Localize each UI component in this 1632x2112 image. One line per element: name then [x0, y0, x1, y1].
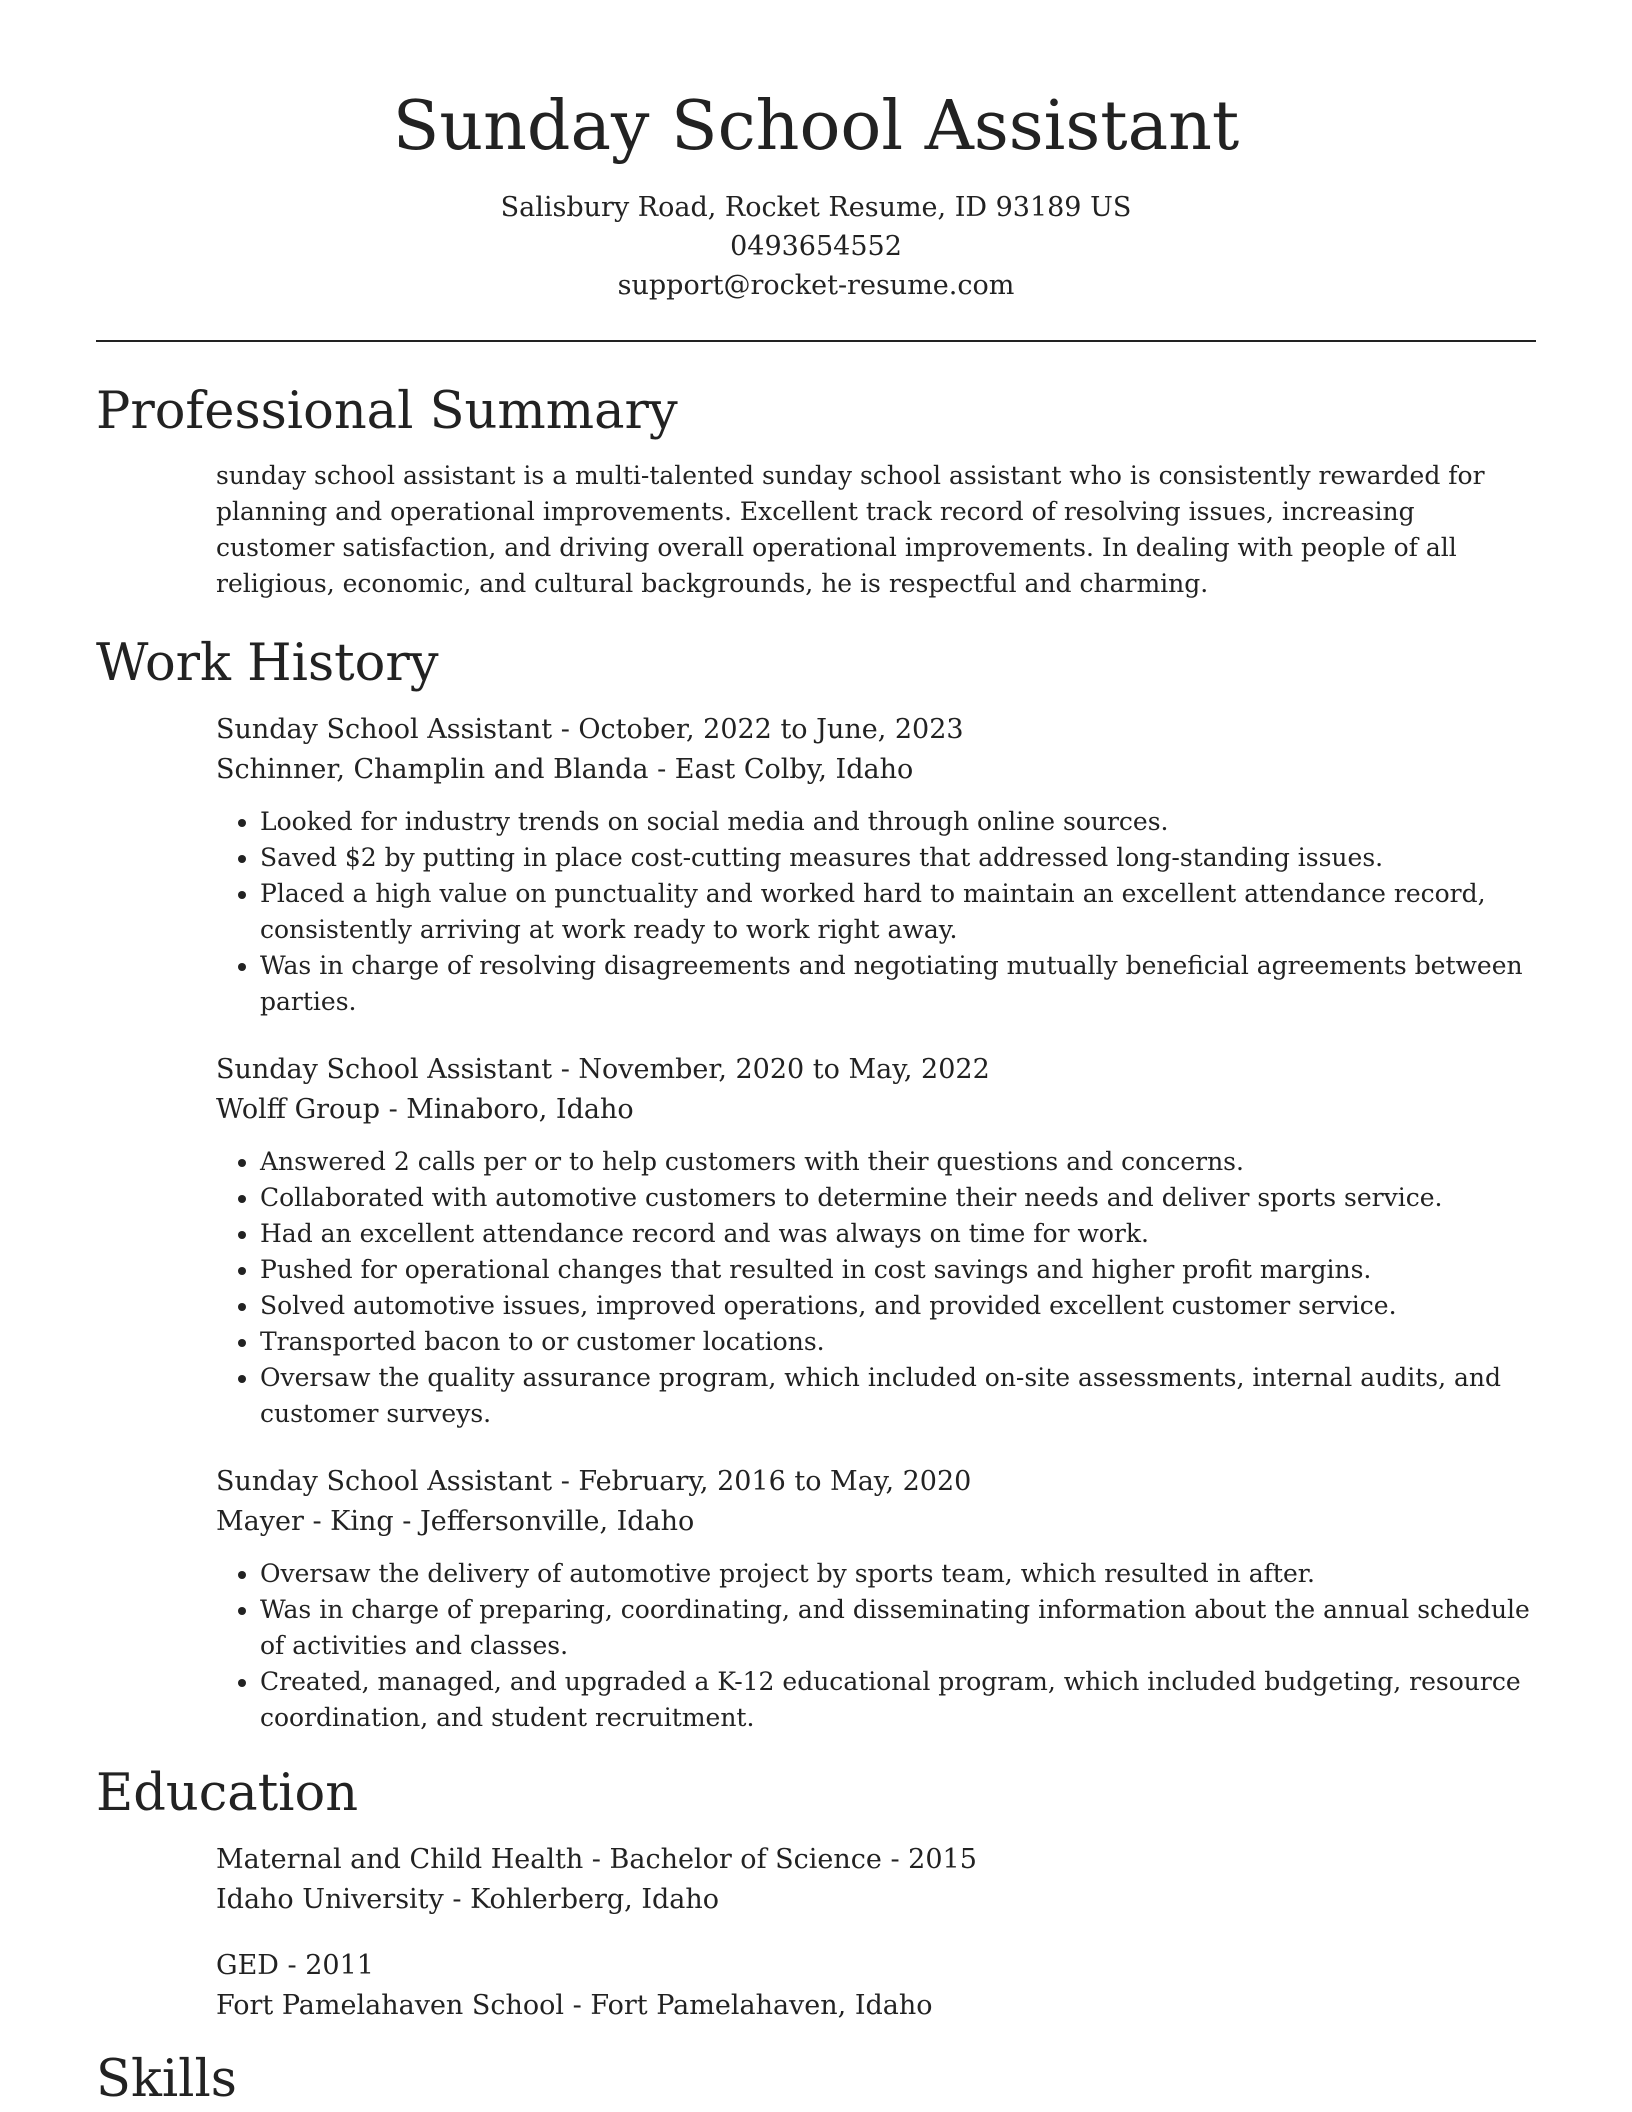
job-title-line: [216, 710, 1536, 750]
education-degree: GED: [216, 1950, 279, 1981]
skills-section: [96, 2048, 1536, 2112]
summary-text: sunday school assistant is a multi-talented sunday school assistant who is consistently rewarded for planning and operational improvements. Excellent track record of resolving issues, increasing customer satisfaction, and driving overall operational improvements. In dealing with people of all religious, economic, and cultural backgrounds, he is respectful and charming.: [216, 461, 1485, 598]
job-company-line: [216, 750, 1536, 790]
job-bullets: [216, 1556, 1536, 1736]
education-heading: Education: [96, 1764, 359, 1823]
job-role: Sunday School Assistant: [216, 1054, 553, 1085]
job-entry: [216, 1050, 1536, 1432]
job-dates: - November, 2020 to May, 2022: [552, 1054, 990, 1085]
job-entry: [216, 710, 1536, 1020]
job-bullet: • Was in charge of preparing, coordinating, and disseminating information about the annual schedule of activities and classes.: [260, 1592, 1536, 1664]
summary-heading: Professional Summary: [96, 382, 678, 441]
education-school-line: [216, 1986, 1536, 2026]
contact-address: Salisbury Road, Rocket Resume, ID 93189 US: [500, 192, 1132, 223]
education-entry: [216, 1946, 1536, 2026]
job-bullet: • Was in charge of resolving disagreements and negotiating mutually beneficial agreements between parties.: [260, 948, 1536, 1020]
job-bullet: • Saved $2 by putting in place cost-cutting measures that addressed long-standing issues.: [260, 840, 1536, 876]
job-bullet: • Pushed for operational changes that resulted in cost savings and higher profit margins.: [260, 1252, 1536, 1288]
education-school: Fort Pamelahaven School: [216, 1990, 565, 2021]
job-bullet: • Looked for industry trends on social media and through online sources.: [260, 804, 1536, 840]
education-year: - 2015: [881, 1844, 977, 1875]
job-bullet: • Oversaw the quality assurance program, which included on-site assessments, internal audits, and customer surveys.: [260, 1360, 1536, 1432]
job-dates: - February, 2016 to May, 2020: [552, 1466, 972, 1497]
job-dates: - October, 2022 to June, 2023: [552, 714, 964, 745]
education-school-line: [216, 1880, 1536, 1920]
job-title-line: [216, 1462, 1536, 1502]
job-bullet: • Had an excellent attendance record and was always on time for work.: [260, 1216, 1536, 1252]
education-school: Idaho University: [216, 1884, 444, 1915]
work-history-section: [96, 632, 1536, 1736]
job-company: Wolff Group: [216, 1094, 380, 1125]
job-bullets: [216, 1144, 1536, 1432]
job-role: Sunday School Assistant: [216, 1466, 553, 1497]
job-company: Mayer - King: [216, 1506, 394, 1537]
resume-header: [96, 0, 1536, 305]
education-degree: Maternal and Child Health - Bachelor of Science: [216, 1844, 882, 1875]
job-bullet: • Solved automotive issues, improved operations, and provided excellent customer service.: [260, 1288, 1536, 1324]
education-section: [96, 1762, 1536, 2026]
education-degree-line: [216, 1840, 1536, 1880]
contact-email: support@rocket-resume.com: [617, 270, 1015, 301]
job-title-line: [216, 1050, 1536, 1090]
education-location: - Kohlerberg, Idaho: [443, 1884, 720, 1915]
work-history-heading: Work History: [96, 634, 439, 693]
candidate-name: Sunday School Assistant: [392, 87, 1240, 166]
job-role: Sunday School Assistant: [216, 714, 553, 745]
summary-section: [96, 380, 1536, 602]
skills-heading: Skills: [96, 2050, 237, 2109]
job-location: - Jeffersonville, Idaho: [393, 1506, 695, 1537]
job-company: Schinner, Champlin and Blanda: [216, 754, 649, 785]
education-location: - Fort Pamelahaven, Idaho: [564, 1990, 933, 2021]
job-bullet: • Answered 2 calls per or to help customers with their questions and concerns.: [260, 1144, 1536, 1180]
header-divider: [96, 340, 1536, 342]
education-degree-line: [216, 1946, 1536, 1986]
job-bullet: • Created, managed, and upgraded a K-12 educational program, which included budgeting, resource coordination, and student recruitment.: [260, 1664, 1536, 1736]
job-bullet: • Collaborated with automotive customers to determine their needs and deliver sports service.: [260, 1180, 1536, 1216]
job-bullets: [216, 804, 1536, 1020]
job-bullet: • Placed a high value on punctuality and worked hard to maintain an excellent attendance record, consistently arriving at work ready to work right away.: [260, 876, 1536, 948]
education-year: - 2011: [278, 1950, 374, 1981]
job-bullet: • Oversaw the delivery of automotive project by sports team, which resulted in after.: [260, 1556, 1536, 1592]
job-entry: [216, 1462, 1536, 1736]
job-company-line: [216, 1090, 1536, 1130]
job-company-line: [216, 1502, 1536, 1542]
contact-phone: 0493654552: [730, 231, 902, 262]
education-entry: [216, 1840, 1536, 1920]
job-bullet: • Transported bacon to or customer locations.: [260, 1324, 1536, 1360]
job-location: - East Colby, Idaho: [648, 754, 914, 785]
job-location: - Minaboro, Idaho: [379, 1094, 634, 1125]
